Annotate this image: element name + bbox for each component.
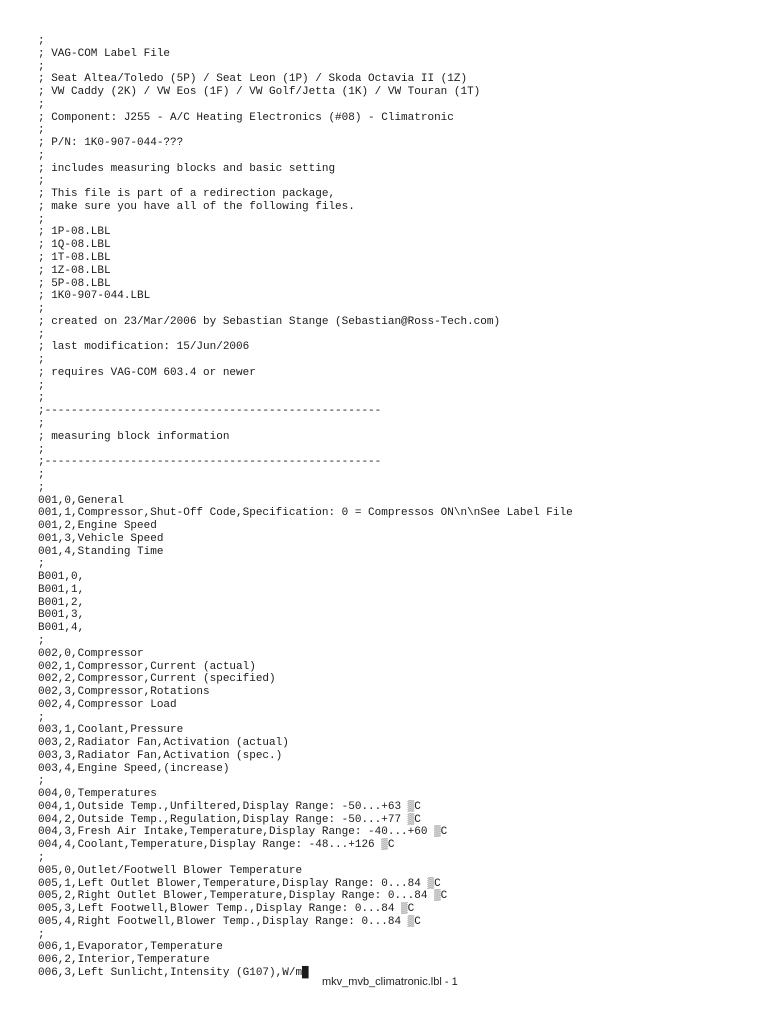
text-line: ; [38,98,45,111]
text-line: 005,4,Right Footwell,Blower Temp.,Display Range: 0...84 ▒C [38,915,421,928]
text-line: 003,1,Coolant,Pressure [38,724,184,737]
text-line: ; [38,928,45,941]
text-line: ; measuring block information [38,430,230,443]
text-line: ; [38,124,45,137]
text-line: ; P/N: 1K0-907-044-??? [38,137,184,150]
text-line: ; [38,149,45,162]
text-line: ;--------------------------------------------------- [38,405,382,418]
text-line: ; [38,60,45,73]
text-line: 004,3,Fresh Air Intake,Temperature,Display Range: -40...+60 ▒C [38,826,448,839]
text-line: ; [38,328,45,341]
text-line: ; [38,443,45,456]
text-line: 002,0,Compressor [38,647,144,660]
text-line: 004,0,Temperatures [38,788,157,801]
text-line: B001,4, [38,622,85,635]
page-footer: mkv_mvb_climatronic.lbl - 1 [322,976,458,988]
text-line: ; [38,213,45,226]
text-line: 001,1,Compressor,Shut-Off Code,Specification: 0 = Compressos ON\n\nSee Label File [38,507,573,520]
text-line: ; [38,852,45,864]
text-line: ; [38,379,45,392]
text-line: 005,2,Right Outlet Blower,Temperature,Display Range: 0...84 ▒C [38,890,448,903]
text-line: 003,3,Radiator Fan,Activation (spec.) [38,749,283,762]
text-line: 002,1,Compressor,Current (actual) [38,660,256,673]
text-line: ; [38,469,45,482]
text-line: 005,1,Left Outlet Blower,Temperature,Display Range: 0...84 ▒C [38,877,441,890]
text-line: ; created on 23/Mar/2006 by Sebastian Stange (Sebastian@Ross-Tech.com) [38,315,501,328]
text-line: ; includes measuring blocks and basic setting [38,162,336,175]
text-line: B001,3, [38,609,85,622]
text-line: ; [38,775,45,788]
text-line: 001,2,Engine Speed [38,520,157,533]
text-line: B001,1, [38,583,85,596]
text-line: ; [38,354,45,367]
text-line: B001,2, [38,596,85,609]
text-line: 006,1,Evaporator,Temperature [38,941,223,954]
text-line: ; 1Z-08.LBL [38,264,111,277]
text-line: 002,3,Compressor,Rotations [38,686,210,699]
text-line: ; This file is part of a redirection package, [38,188,336,201]
text-line: ; 1Q-08.LBL [38,239,111,252]
text-line: 001,0,General [38,494,124,507]
text-line: 004,2,Outside Temp.,Regulation,Display Range: -50...+77 ▒C [38,813,421,826]
text-line: ; [38,35,45,47]
text-line: 005,3,Left Footwell,Blower Temp.,Display Range: 0...84 ▒C [38,903,415,916]
text-line: 004,1,Outside Temp.,Unfiltered,Display Range: -50...+63 ▒C [38,800,421,813]
text-line: ; [38,303,45,316]
text-line: ; requires VAG-COM 603.4 or newer [38,366,256,379]
text-line: 002,2,Compressor,Current (specified) [38,673,276,686]
text-line: 006,2,Interior,Temperature [38,954,210,967]
text-line: 002,4,Compressor Load [38,698,177,711]
text-line: ; [38,175,45,188]
text-line: ; 1K0-907-044.LBL [38,290,151,303]
text-line: 001,4,Standing Time [38,545,164,558]
text-line: 003,2,Radiator Fan,Activation (actual) [38,737,289,750]
text-line: B001,0, [38,571,85,584]
text-line: ; Seat Altea/Toledo (5P) / Seat Leon (1P) / Skoda Octavia II (1Z) [38,73,468,86]
text-line: ;--------------------------------------------------- [38,456,382,469]
text-line: ; Component: J255 - A/C Heating Electronics (#08) - Climatronic [38,111,454,124]
text-line: 003,4,Engine Speed,(increase) [38,762,230,775]
text-line: ; [38,558,45,571]
text-line: ; 1P-08.LBL [38,226,111,239]
text-line: 004,4,Coolant,Temperature,Display Range: -48...+126 ▒C [38,839,395,852]
text-line: ; [38,481,45,494]
text-line: 005,0,Outlet/Footwell Blower Temperature [38,864,303,877]
text-line: ; VW Caddy (2K) / VW Eos (1F) / VW Golf/Jetta (1K) / VW Touran (1T) [38,86,481,99]
text-line: ; [38,711,45,724]
text-line: ; VAG-COM Label File [38,47,171,60]
text-line: ; [38,417,45,430]
text-line: ; last modification: 15/Jun/2006 [38,341,250,354]
text-line: ; 1T-08.LBL [38,252,111,265]
text-line: 001,3,Vehicle Speed [38,532,164,545]
label-file-text [38,35,758,980]
text-line: ; make sure you have all of the following files. [38,200,355,213]
text-line: 006,3,Left Sunlicht,Intensity (G107),W/m█ [38,966,309,979]
text-line: ; [38,634,45,647]
text-line: ; [38,392,45,405]
text-line: ; 5P-08.LBL [38,277,111,290]
